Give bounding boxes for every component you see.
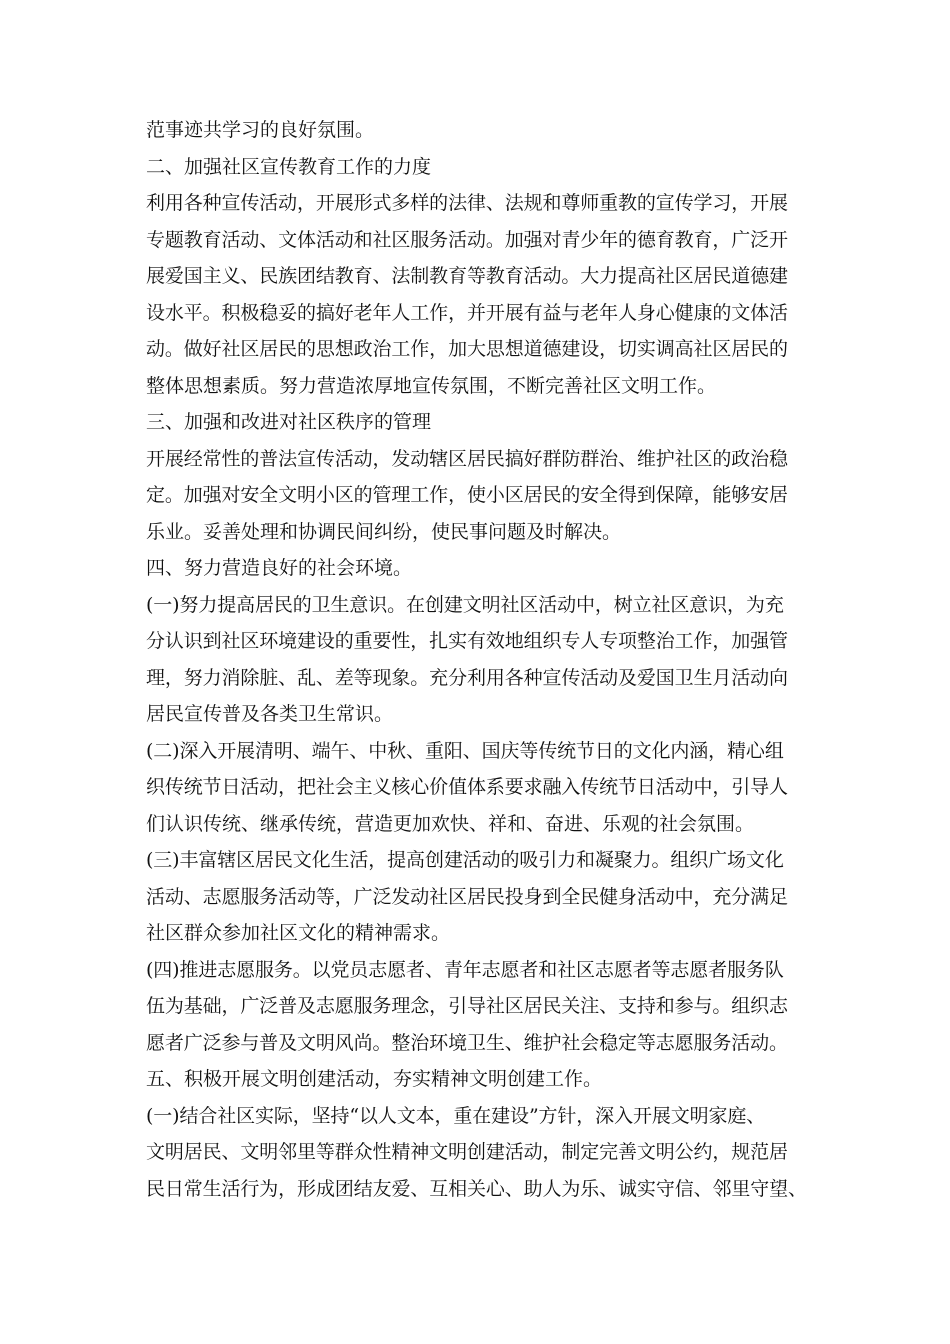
- text-line: 分认识到社区环境建设的重要性，扎实有效地组织专人专项整治工作，加强管: [146, 630, 788, 652]
- section-heading: 二、加强社区宣传教育工作的力度: [146, 155, 432, 178]
- text-line: (四)推进志愿服务。以党员志愿者、青年志愿者和社区志愿者等志愿者服务队: [146, 958, 784, 981]
- text-line: 文明居民、文明邻里等群众性精神文明创建活动，制定完善文明公约，规范居: [146, 1141, 788, 1163]
- text-line: 展爱国主义、民族团结教育、法制教育等教育活动。大力提高社区居民道德建: [146, 265, 788, 287]
- text-line: 专题教育活动、文体活动和社区服务活动。加强对青少年的德育教育，广泛开: [146, 228, 788, 251]
- text-line: 利用各种宣传活动，开展形式多样的法律、法规和尊师重教的宣传学习，开展: [146, 192, 788, 214]
- text-line: 织传统节日活动，把社会主义核心价值体系要求融入传统节日活动中，引导人: [146, 776, 788, 798]
- text-line: (三)丰富辖区居民文化生活，提高创建活动的吸引力和凝聚力。组织广场文化: [146, 849, 784, 871]
- document-body: [146, 112, 826, 1207]
- text-line: 活动、志愿服务活动等，广泛发动社区居民投身到全民健身活动中，充分满足: [146, 885, 788, 908]
- section-heading: 四、努力营造良好的社会环境。: [146, 557, 413, 579]
- text-line: 整体思想素质。努力营造浓厚地宣传氛围，不断完善社区文明工作。: [146, 374, 717, 397]
- text-line: 设水平。积极稳妥的搞好老年人工作，并开展有益与老年人身心健康的文体活: [146, 301, 788, 324]
- text-line: (二)深入开展清明、端午、中秋、重阳、国庆等传统节日的文化内涵，精心组: [146, 739, 784, 762]
- text-line: 动。做好社区居民的思想政治工作，加大思想道德建设，切实调高社区居民的: [146, 338, 788, 360]
- text-line: 愿者广泛参与普及文明风尚。整治环境卫生、维护社会稳定等志愿服务活动。: [146, 1031, 788, 1054]
- text-line: (一)努力提高居民的卫生意识。在创建文明社区活动中，树立社区意识，为充: [146, 593, 784, 616]
- text-line: 开展经常性的普法宣传活动，发动辖区居民搞好群防群治、维护社区的政治稳: [146, 447, 788, 470]
- text-line: (一)结合社区实际，坚持“以人文本，重在建设”方针，深入开展文明家庭、: [146, 1104, 766, 1127]
- text-line: 民日常生活行为，形成团结友爱、互相关心、助人为乐、诚实守信、邻里守望、: [146, 1177, 807, 1200]
- text-line: 乐业。妥善处理和协调民间纠纷，使民事问题及时解决。: [146, 520, 622, 543]
- text-line: 社区群众参加社区文化的精神需求。: [146, 922, 451, 944]
- text-line: 范事迹共学习的良好氛围。: [146, 119, 375, 141]
- text-line: 们认识传统、继承传统，营造更加欢快、祥和、奋进、乐观的社会氛围。: [146, 812, 755, 835]
- text-line: 定。加强对安全文明小区的管理工作，使小区居民的安全得到保障，能够安居: [146, 484, 788, 506]
- section-heading: 五、积极开展文明创建活动，夯实精神文明创建工作。: [146, 1068, 603, 1090]
- section-heading: 三、加强和改进对社区秩序的管理: [146, 411, 432, 433]
- text-line: 理，努力消除脏、乱、差等现象。充分利用各种宣传活动及爱国卫生月活动向: [146, 666, 788, 689]
- text-line: 居民宣传普及各类卫生常识。: [146, 703, 394, 725]
- text-line: 伍为基础，广泛普及志愿服务理念，引导社区居民关注、支持和参与。组织志: [146, 995, 788, 1017]
